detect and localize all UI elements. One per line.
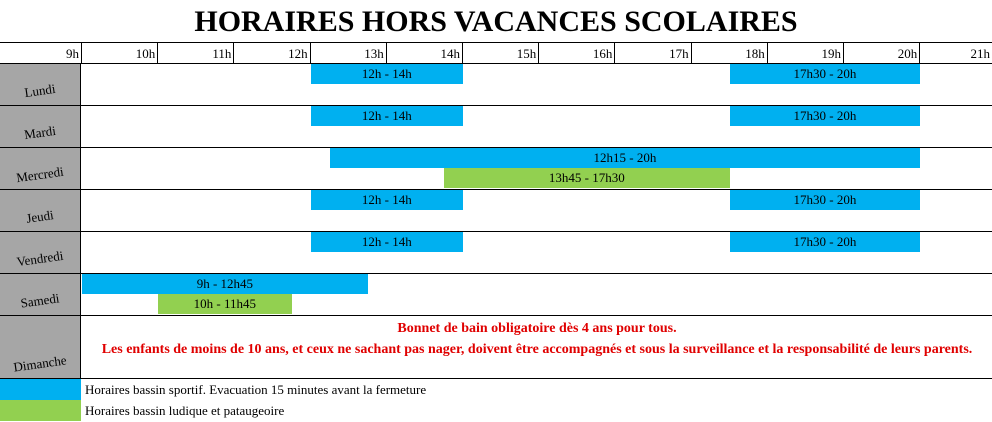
time-slot: 12h - 14h: [311, 64, 463, 84]
notice-line-2: Les enfants de moins de 10 ans, et ceux ne sachant pas nager, doivent être accompagnés et sous la surveillance et la responsabilité de leurs parents.: [101, 342, 973, 357]
hour-label: 17h: [615, 43, 691, 63]
time-slot: 9h - 12h45: [82, 274, 368, 294]
hours-header: [0, 42, 992, 64]
legend-text: Horaires bassin sportif. Evacuation 15 minutes avant la fermeture: [85, 382, 427, 397]
day-row-dimanche: [0, 316, 992, 379]
day-label: [0, 148, 81, 189]
time-slot: 10h - 11h45: [158, 294, 291, 314]
day-name: Mercredi: [15, 163, 65, 186]
day-name: Mardi: [23, 122, 57, 143]
time-slot: 12h - 14h: [311, 232, 463, 252]
legend-swatch: [0, 400, 81, 421]
hour-label: 12h: [234, 43, 310, 63]
legend-text: Horaires bassin ludique et pataugeoire: [85, 403, 285, 418]
time-slot: 12h15 - 20h: [330, 148, 921, 168]
day-row-jeudi: [0, 190, 992, 232]
day-name: Jeudi: [25, 207, 55, 226]
hour-label: 18h: [692, 43, 768, 63]
day-row-mardi: [0, 106, 992, 148]
day-name: Dimanche: [12, 352, 68, 375]
day-name: Samedi: [19, 290, 61, 311]
hour-label: 14h: [387, 43, 463, 63]
notice: [82, 316, 992, 360]
hour-label: 16h: [539, 43, 615, 63]
day-row-samedi: [0, 274, 992, 316]
hour-label: 10h: [82, 43, 158, 63]
hour-label: 11h: [158, 43, 234, 63]
time-slot: 12h - 14h: [311, 190, 463, 210]
day-label: [0, 106, 81, 147]
time-slot: 17h30 - 20h: [730, 106, 921, 126]
day-name: Vendredi: [15, 247, 65, 270]
legend-swatch: [0, 379, 81, 400]
legend-item: [0, 400, 992, 421]
day-row-vendredi: [0, 232, 992, 274]
day-row-lundi: [0, 64, 992, 106]
day-label: [0, 64, 81, 105]
hour-label: 13h: [311, 43, 387, 63]
day-label: [0, 274, 81, 315]
hour-label: 9h: [0, 43, 82, 63]
time-slot: 17h30 - 20h: [730, 64, 921, 84]
hour-label: 15h: [463, 43, 539, 63]
hour-label: 19h: [768, 43, 844, 63]
hour-label: 21h: [970, 46, 990, 61]
page-title: HORAIRES HORS VACANCES SCOLAIRES: [0, 0, 992, 42]
time-slot: 17h30 - 20h: [730, 232, 921, 252]
day-label: [0, 190, 81, 231]
day-name: Lundi: [23, 80, 57, 101]
hour-label: 20h: [844, 43, 920, 63]
time-slot: 12h - 14h: [311, 106, 463, 126]
legend-item: [0, 379, 992, 400]
time-slot: 13h45 - 17h30: [444, 168, 730, 188]
day-row-mercredi: [0, 148, 992, 190]
time-slot: 17h30 - 20h: [730, 190, 921, 210]
day-label: [0, 232, 81, 273]
notice-line-1: Bonnet de bain obligatoire dès 4 ans pour tous.: [397, 321, 677, 336]
day-label: [0, 316, 81, 378]
